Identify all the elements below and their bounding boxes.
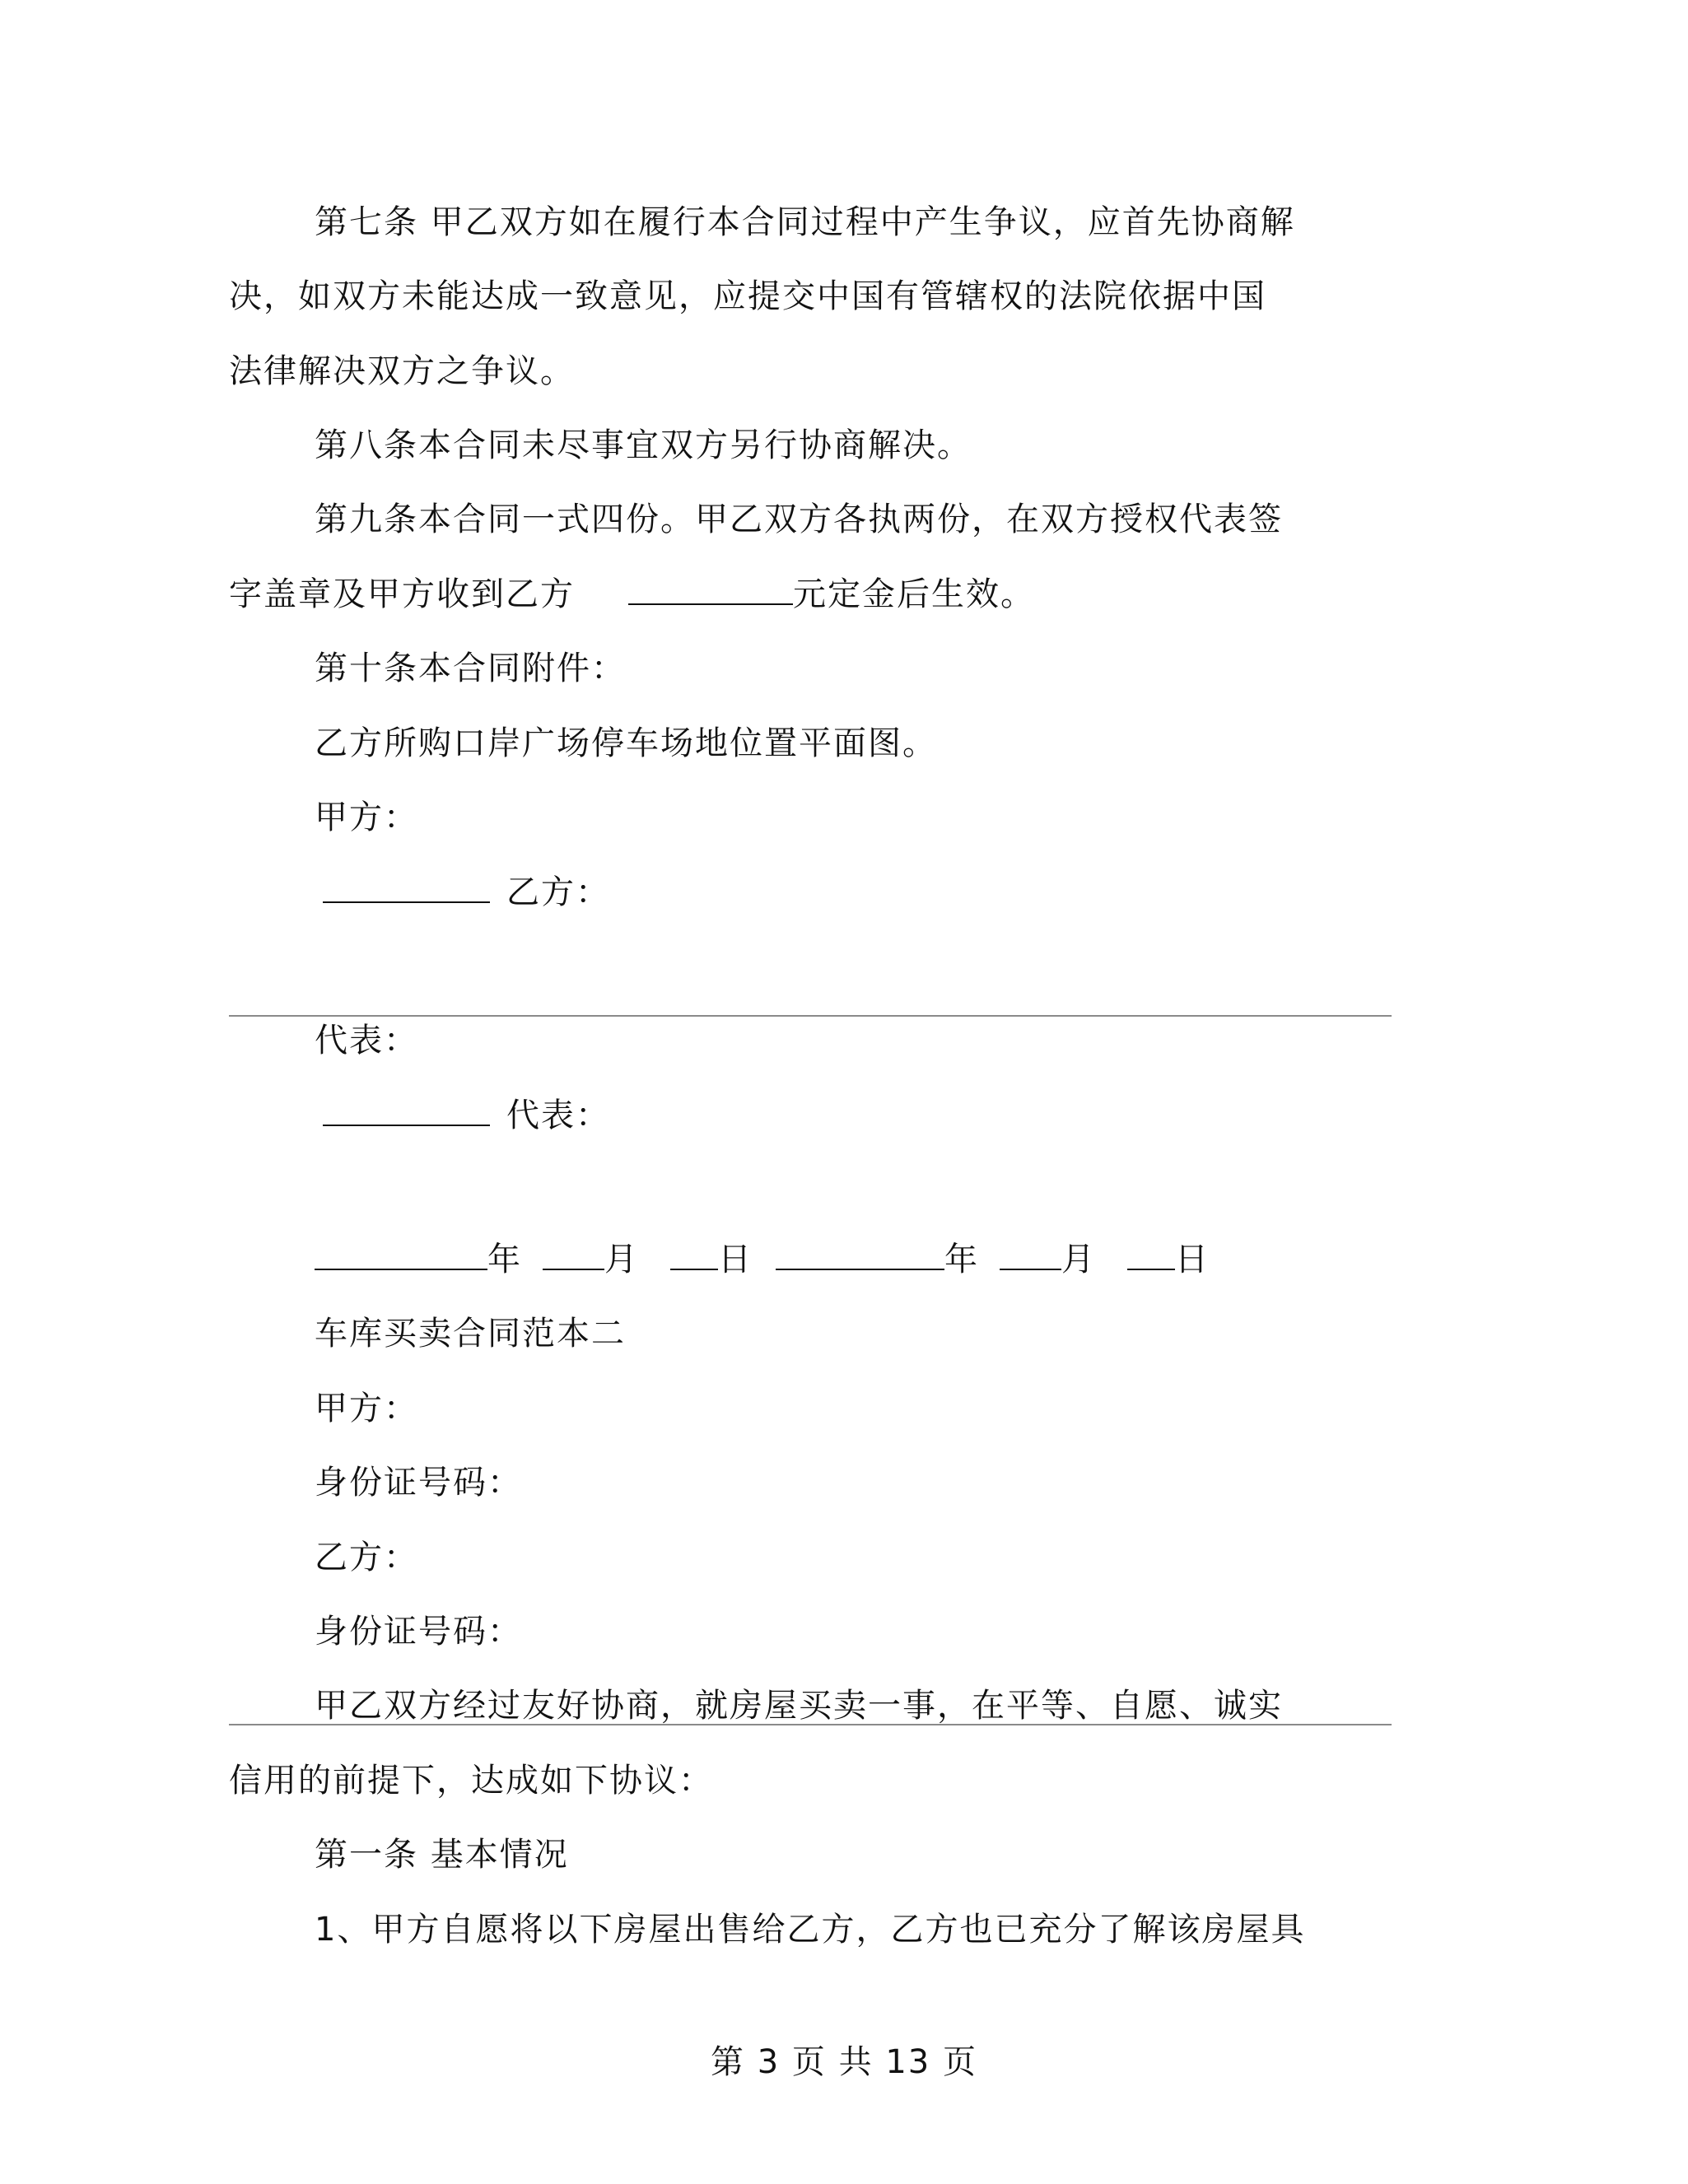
signature-party-b: 乙方： <box>506 873 610 911</box>
current-page-number: 3 <box>757 2043 781 2081</box>
deposit-amount-blank <box>628 579 793 605</box>
article-10: 第十条本合同附件： <box>315 650 626 687</box>
year-a-label: 年 <box>487 1241 522 1278</box>
year-b-label: 年 <box>944 1241 979 1278</box>
year-a-blank <box>315 1244 487 1270</box>
footer-middle: 页 共 <box>791 2043 874 2081</box>
month-b-label: 月 <box>1061 1241 1096 1278</box>
article-9-line-2-prefix: 字盖章及甲方收到乙方 <box>229 575 575 613</box>
contract-2-intro-line-2: 信用的前提下，达成如下协议： <box>229 1762 713 1800</box>
footer-suffix: 页 <box>942 2043 977 2081</box>
contract-2-party-b-id: 身份证号码： <box>315 1613 522 1651</box>
contract-2-article-1: 第一条 基本情况 <box>315 1836 569 1874</box>
contract-2-item-1: 1、甲方自愿将以下房屋出售给乙方，乙方也已充分了解该房屋具 <box>315 1911 1306 1949</box>
page-footer <box>0 2043 1688 2081</box>
page-break-rule-1 <box>229 1015 1392 1017</box>
article-7-line-2: 决，如双方未能达成一致意见，应提交中国有管辖权的法院依据中国 <box>229 277 1266 315</box>
month-a-blank <box>543 1244 604 1270</box>
contract-2-title: 车库买卖合同范本二 <box>315 1315 626 1353</box>
month-a-label: 月 <box>604 1241 639 1278</box>
month-b-blank <box>1000 1244 1061 1270</box>
contract-2-intro-line-1: 甲乙双方经过友好协商，就房屋买卖一事，在平等、自愿、诚实 <box>315 1687 1283 1725</box>
article-7-line-3: 法律解决双方之争议。 <box>229 352 575 390</box>
signing-dates <box>315 1243 1210 1276</box>
representative-b: 代表： <box>506 1097 610 1134</box>
annex-item: 乙方所购口岸广场停车场地位置平面图。 <box>315 724 937 762</box>
year-b-blank <box>776 1244 944 1270</box>
contract-2-party-b: 乙方： <box>315 1539 418 1576</box>
contract-2-party-a: 甲方： <box>315 1390 418 1427</box>
footer-prefix: 第 <box>711 2043 746 2081</box>
day-a-blank <box>670 1244 718 1270</box>
article-8: 第八条本合同未尽事宜双方另行协商解决。 <box>315 426 972 464</box>
signature-party-a: 甲方： <box>315 799 418 836</box>
signature-party-b-line <box>323 873 610 911</box>
day-a-label: 日 <box>718 1241 753 1278</box>
article-9-line-2 <box>229 575 1035 613</box>
day-b-label: 日 <box>1175 1241 1210 1278</box>
representative-a-blank <box>323 1100 490 1126</box>
representative-a: 代表： <box>315 1022 418 1059</box>
page-break-rule-2 <box>229 1724 1392 1725</box>
article-9-line-1: 第九条本合同一式四份。甲乙双方各执两份，在双方授权代表签 <box>315 501 1283 538</box>
party-a-signature-blank <box>323 877 490 903</box>
article-7-line-1: 第七条 甲乙双方如在履行本合同过程中产生争议，应首先协商解 <box>315 203 1295 241</box>
article-9-line-2-suffix: 元定金后生效。 <box>793 575 1035 613</box>
representative-b-line <box>323 1099 610 1132</box>
total-page-count: 13 <box>885 2043 931 2081</box>
contract-2-party-a-id: 身份证号码： <box>315 1464 522 1502</box>
day-b-blank <box>1127 1244 1175 1270</box>
